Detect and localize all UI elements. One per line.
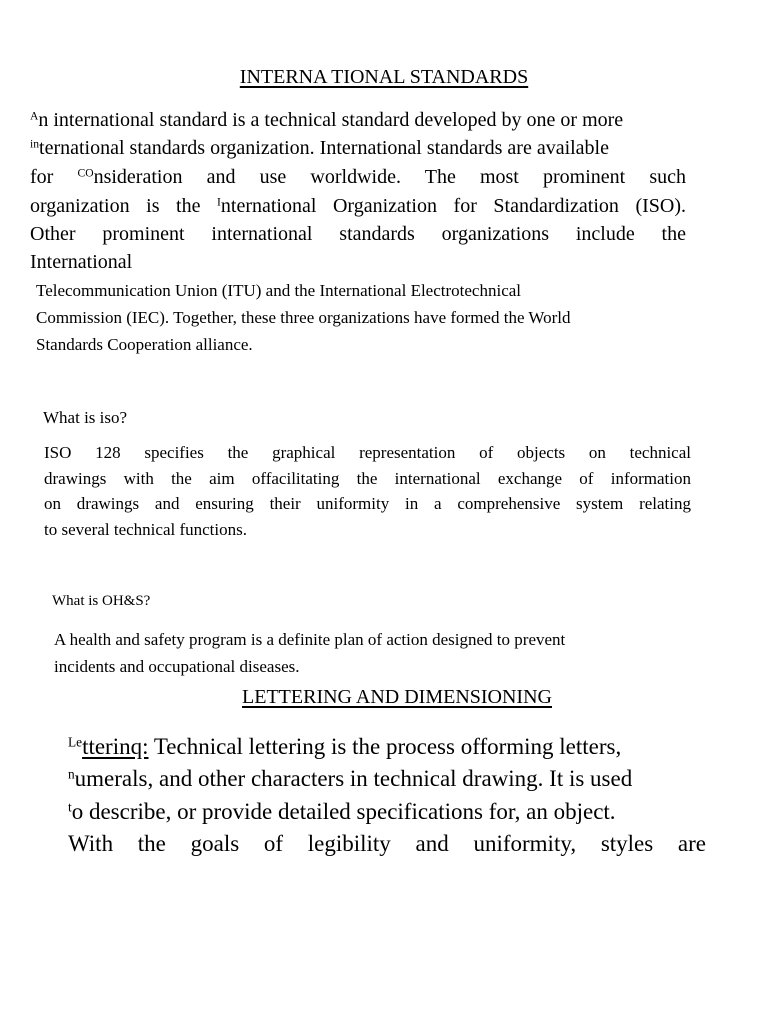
iso-line-3: on drawings and ensuring their uniformity in a comprehensive system relating — [44, 494, 691, 513]
intro-line-4: organization is the $^I$nternational Organization for Standardization (ISO). — [30, 195, 687, 217]
iso-line-1: ISO 128 specifies the graphical representation of objects on technical — [44, 443, 691, 462]
intro-line-3: for $^{CO}$nsideration and use worldwide. The most prominent such — [30, 166, 686, 188]
lettering-line-3: $^t$o describe, or provide detailed specifications for, an object. — [68, 799, 616, 824]
intro-line-1: $^A$n international standard is a technical standard developed by one or more — [30, 109, 624, 131]
lettering-line-4: With the goals of legibility and uniformity, styles are — [68, 831, 706, 856]
intro-line-2: $^{in}$ternational standards organization. International standards are available — [30, 137, 609, 159]
heading-lettering-dimensioning: LETTERING AND DIMENSIONING — [242, 686, 552, 708]
lettering-line-1: $^{Le}$tterinq: Technical lettering is the process offorming letters, — [68, 734, 622, 759]
intro-line-6: International — [30, 251, 133, 273]
iso-line-4: to several technical functions. — [44, 520, 247, 539]
question-what-is-iso: What is iso? — [43, 408, 128, 427]
ohs-line-2: incidents and occupational diseases. — [54, 657, 300, 676]
ohs-line-1: A health and safety program is a definite plan of action designed to prevent — [54, 630, 566, 649]
lettering-line-2: $^n$umerals, and other characters in technical drawing. It is used — [68, 766, 633, 791]
iso-line-2: drawings with the aim offacilitating the international exchange of information — [44, 469, 691, 488]
intro-cont-line-3: Standards Cooperation alliance. — [36, 335, 253, 354]
intro-line-5: Other prominent international standards organizations include the — [30, 223, 686, 245]
intro-cont-line-2: Commission (IEC). Together, these three organizations have formed the World — [36, 308, 571, 327]
lettering-term: tterinq: — [82, 734, 149, 759]
heading-international-standards: INTERNA TIONAL STANDARDS — [239, 66, 529, 88]
intro-cont-line-1: Telecommunication Union (ITU) and the International Electrotechnical — [36, 281, 522, 300]
question-what-is-ohs: What is OH&S? — [52, 593, 151, 609]
